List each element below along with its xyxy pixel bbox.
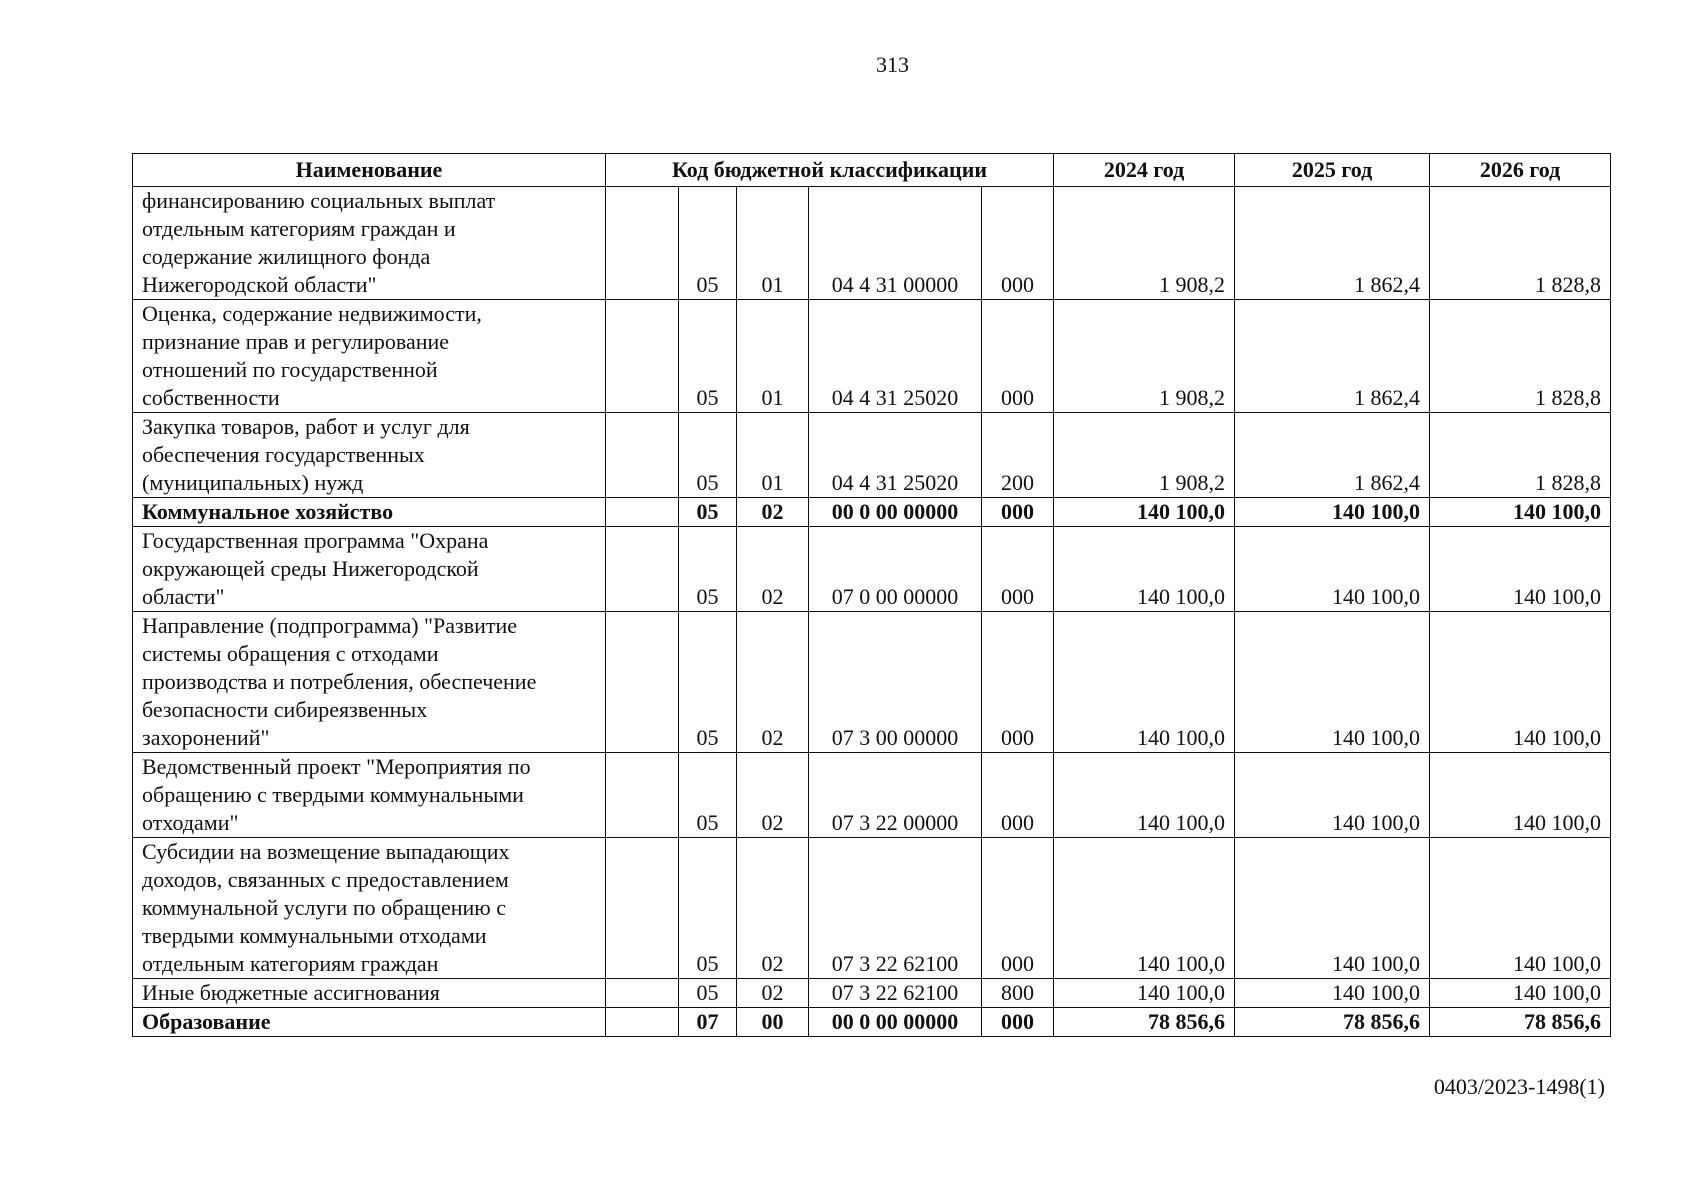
row-section-cell: 05	[679, 187, 737, 300]
row-target-code-cell: 00 0 00 00000	[809, 498, 982, 527]
row-expense-type-cell: 000	[982, 838, 1054, 979]
row-value-2026-cell: 140 100,0	[1430, 527, 1611, 612]
row-ved-cell	[606, 979, 679, 1008]
header-code: Код бюджетной классификации	[606, 154, 1054, 187]
row-name-cell: Коммунальное хозяйство	[133, 498, 606, 527]
row-target-code-cell: 07 3 22 62100	[809, 838, 982, 979]
row-value-2026-cell: 140 100,0	[1430, 753, 1611, 838]
row-ved-cell	[606, 753, 679, 838]
table-row	[133, 527, 1611, 612]
row-target-code-cell: 07 3 22 62100	[809, 979, 982, 1008]
row-value-2025-cell: 1 862,4	[1235, 300, 1430, 413]
row-subsection-cell: 02	[737, 838, 809, 979]
row-section-cell: 05	[679, 413, 737, 498]
table-row	[133, 753, 1611, 838]
row-subsection-cell: 00	[737, 1008, 809, 1037]
header-2025: 2025 год	[1235, 154, 1430, 187]
row-target-code-cell: 04 4 31 25020	[809, 300, 982, 413]
row-expense-type-cell: 200	[982, 413, 1054, 498]
row-subsection-cell: 01	[737, 413, 809, 498]
row-ved-cell	[606, 838, 679, 979]
row-value-2024-cell: 78 856,6	[1054, 1008, 1235, 1037]
row-expense-type-cell: 000	[982, 527, 1054, 612]
row-subsection-cell: 02	[737, 612, 809, 753]
row-expense-type-cell: 000	[982, 498, 1054, 527]
row-target-code-cell: 07 3 22 00000	[809, 753, 982, 838]
row-ved-cell	[606, 1008, 679, 1037]
row-expense-type-cell: 000	[982, 1008, 1054, 1037]
row-name-cell: Оценка, содержание недвижимости, признание прав и регулирование отношений по государственной собственности	[133, 300, 606, 413]
row-value-2024-cell: 140 100,0	[1054, 612, 1235, 753]
row-expense-type-cell: 000	[982, 187, 1054, 300]
table-row	[133, 413, 1611, 498]
row-value-2026-cell: 1 828,8	[1430, 413, 1611, 498]
header-2024: 2024 год	[1054, 154, 1235, 187]
row-ved-cell	[606, 187, 679, 300]
row-value-2026-cell: 1 828,8	[1430, 187, 1611, 300]
row-subsection-cell: 02	[737, 979, 809, 1008]
row-section-cell: 05	[679, 612, 737, 753]
row-subsection-cell: 02	[737, 527, 809, 612]
row-value-2025-cell: 1 862,4	[1235, 187, 1430, 300]
row-target-code-cell: 04 4 31 25020	[809, 413, 982, 498]
row-ved-cell	[606, 612, 679, 753]
row-expense-type-cell: 000	[982, 753, 1054, 838]
row-name-cell: Направление (подпрограмма) "Развитие системы обращения с отходами производства и потребления, обеспечение безопасности сибиреязвенных захоронений"	[133, 612, 606, 753]
row-value-2025-cell: 140 100,0	[1235, 753, 1430, 838]
row-ved-cell	[606, 300, 679, 413]
row-expense-type-cell: 000	[982, 300, 1054, 413]
row-value-2024-cell: 140 100,0	[1054, 838, 1235, 979]
row-ved-cell	[606, 413, 679, 498]
row-name-cell: финансированию социальных выплат отдельным категориям граждан и содержание жилищного фонда Нижегородской области"	[133, 187, 606, 300]
row-value-2024-cell: 140 100,0	[1054, 498, 1235, 527]
row-value-2025-cell: 140 100,0	[1235, 527, 1430, 612]
row-subsection-cell: 01	[737, 300, 809, 413]
row-target-code-cell: 07 0 00 00000	[809, 527, 982, 612]
row-section-cell: 05	[679, 498, 737, 527]
table-header-row	[133, 154, 1611, 187]
row-ved-cell	[606, 498, 679, 527]
document-code: 0403/2023-1498(1)	[1433, 1074, 1605, 1099]
row-target-code-cell: 00 0 00 00000	[809, 1008, 982, 1037]
row-value-2025-cell: 140 100,0	[1235, 838, 1430, 979]
row-value-2024-cell: 1 908,2	[1054, 300, 1235, 413]
row-value-2024-cell: 1 908,2	[1054, 187, 1235, 300]
row-value-2026-cell: 1 828,8	[1430, 300, 1611, 413]
row-subsection-cell: 02	[737, 753, 809, 838]
row-target-code-cell: 04 4 31 00000	[809, 187, 982, 300]
row-name-cell: Образование	[133, 1008, 606, 1037]
row-name-cell: Иные бюджетные ассигнования	[133, 979, 606, 1008]
row-value-2025-cell: 140 100,0	[1235, 498, 1430, 527]
table-row	[133, 1008, 1611, 1037]
row-target-code-cell: 07 3 00 00000	[809, 612, 982, 753]
row-name-cell: Субсидии на возмещение выпадающих доходов, связанных с предоставлением коммунальной услуги по обращению с твердыми коммунальными отходами отдельным категориям граждан	[133, 838, 606, 979]
row-section-cell: 07	[679, 1008, 737, 1037]
row-value-2026-cell: 140 100,0	[1430, 838, 1611, 979]
table-row	[133, 612, 1611, 753]
row-value-2026-cell: 140 100,0	[1430, 612, 1611, 753]
row-section-cell: 05	[679, 838, 737, 979]
row-name-cell: Ведомственный проект "Мероприятия по обращению с твердыми коммунальными отходами"	[133, 753, 606, 838]
budget-table	[132, 153, 1611, 1037]
row-value-2025-cell: 78 856,6	[1235, 1008, 1430, 1037]
row-expense-type-cell: 000	[982, 612, 1054, 753]
row-subsection-cell: 01	[737, 187, 809, 300]
table-row	[133, 979, 1611, 1008]
row-value-2026-cell: 78 856,6	[1430, 1008, 1611, 1037]
row-value-2024-cell: 1 908,2	[1054, 413, 1235, 498]
row-value-2026-cell: 140 100,0	[1430, 498, 1611, 527]
header-name: Наименование	[133, 154, 606, 187]
row-value-2025-cell: 140 100,0	[1235, 612, 1430, 753]
row-value-2025-cell: 1 862,4	[1235, 413, 1430, 498]
row-subsection-cell: 02	[737, 498, 809, 527]
row-section-cell: 05	[679, 753, 737, 838]
row-value-2024-cell: 140 100,0	[1054, 527, 1235, 612]
table-row	[133, 838, 1611, 979]
row-value-2024-cell: 140 100,0	[1054, 753, 1235, 838]
row-ved-cell	[606, 527, 679, 612]
page-number: 313	[876, 52, 909, 77]
row-section-cell: 05	[679, 527, 737, 612]
row-value-2026-cell: 140 100,0	[1430, 979, 1611, 1008]
row-value-2025-cell: 140 100,0	[1235, 979, 1430, 1008]
table-row	[133, 498, 1611, 527]
table-row	[133, 300, 1611, 413]
row-expense-type-cell: 800	[982, 979, 1054, 1008]
table-body	[133, 187, 1611, 1037]
row-value-2024-cell: 140 100,0	[1054, 979, 1235, 1008]
row-section-cell: 05	[679, 300, 737, 413]
header-2026: 2026 год	[1430, 154, 1611, 187]
row-section-cell: 05	[679, 979, 737, 1008]
table-row	[133, 187, 1611, 300]
row-name-cell: Государственная программа "Охрана окружающей среды Нижегородской области"	[133, 527, 606, 612]
row-name-cell: Закупка товаров, работ и услуг для обеспечения государственных (муниципальных) нужд	[133, 413, 606, 498]
